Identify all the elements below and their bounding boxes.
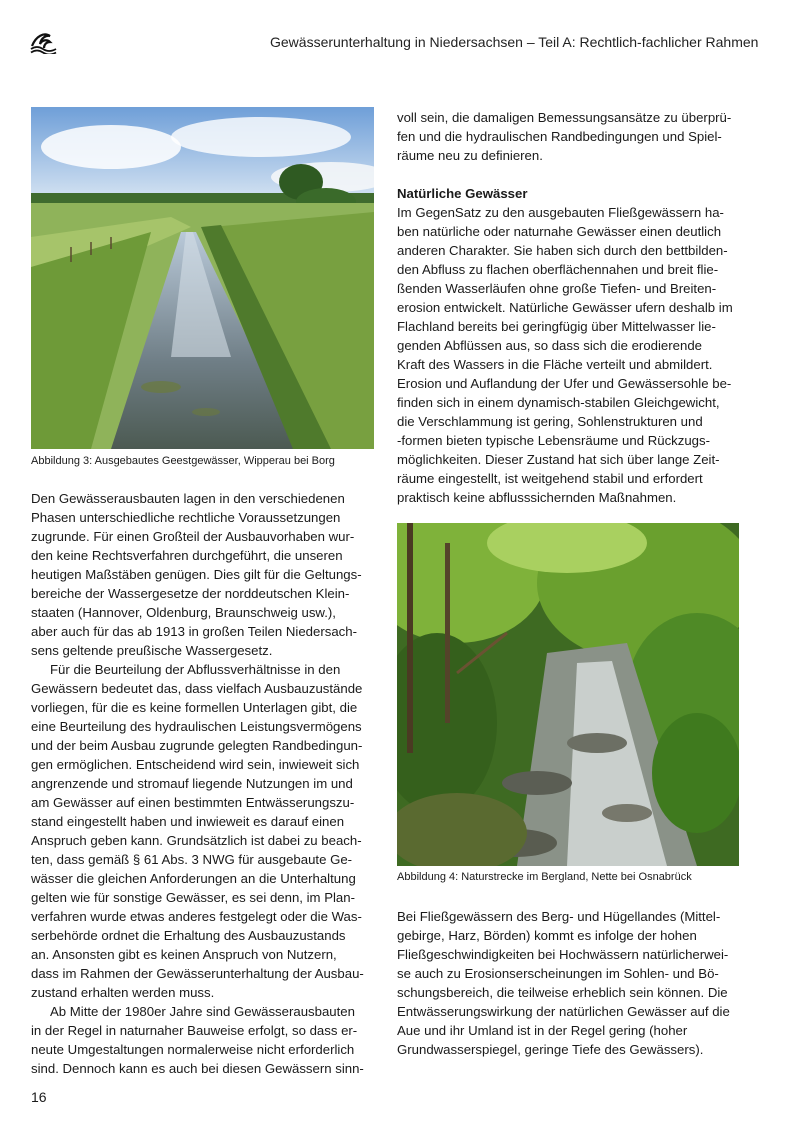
text-line: am Gewässer auf einen bestimmten Entwässerungszu- — [31, 795, 355, 810]
paragraph — [397, 907, 742, 1059]
figure-image-nette — [397, 523, 739, 866]
text-line: Aue und ihr Umland ist in der Regel gering (hoher — [397, 1023, 688, 1038]
paragraph — [31, 660, 376, 1002]
text-line: räume eingestellt, ist weitgehend stabil und erfordert — [397, 471, 703, 486]
text-line: Fließgeschwindigkeiten bei Hochwässern natürlicherwei- — [397, 947, 729, 962]
text-line: zugrunde. Für einen Großteil der Ausbauvorhaben wur- — [31, 529, 355, 544]
text-line: Anspruch geben kann. Grundsätzlich ist dabei zu beach- — [31, 833, 362, 848]
text-line: Für die Beurteilung der Abflussverhältnisse in den — [50, 662, 341, 677]
running-header: Gewässerunterhaltung in Niedersachsen – Teil A: Rechtlich-fachlicher Rahmen — [270, 34, 759, 50]
text-line: staaten (Hannover, Oldenburg, Braunschweig usw.), — [31, 605, 336, 620]
text-line: schungsbereich, die teilweise erheblich sein können. Die — [397, 985, 728, 1000]
text-line: die Verschlammung ist gering, Sohlenstrukturen und — [397, 414, 703, 429]
text-line: ten, dass gemäß § 61 Abs. 3 NWG für ausgebaute Ge- — [31, 852, 353, 867]
text-line: se auch zu Erosionserscheinungen im Sohlen- und Bö- — [397, 966, 719, 981]
text-line: an. Ansonsten gibt es keinen Anspruch von Nutzern, — [31, 947, 337, 962]
text-line: vorliegen, für die es keine formellen Unterlagen gibt, die — [31, 700, 358, 715]
text-line: finden sich in einem dynamisch-stabilen Gleichgewicht, — [397, 395, 720, 410]
figure-caption: Abbildung 3: Ausgebautes Geestgewässer, Wipperau bei Borg — [31, 455, 335, 467]
text-line: heutigen Maßstäben genügen. Dies gilt für die Geltungs- — [31, 567, 362, 582]
text-line: gebirge, Harz, Börden) kommt es infolge der hohen — [397, 928, 697, 943]
text-line: anderen Charakter. Sie haben sich durch den bettbilden- — [397, 243, 728, 258]
text-line: zustand erhalten werden muss. — [31, 985, 215, 1000]
page-number: 16 — [31, 1089, 47, 1105]
text-line: Erosion und Auflandung der Ufer und Gewässersohle be- — [397, 376, 732, 391]
text-line: den Abfluss zu flachen oberflächennahen und breit flie- — [397, 262, 719, 277]
section-heading: Natürliche Gewässer — [397, 186, 528, 201]
text-line: bereiche der Wassergesetze der norddeutschen Klein- — [31, 586, 350, 601]
text-line: und der beim Ausbau zugrunde gelegten Randbedingun- — [31, 738, 363, 753]
paragraph — [31, 489, 376, 660]
text-line: genden Abflüssen aus, so dass sich die erodierende — [397, 338, 702, 353]
text-line: -formen bieten typische Lebensräume und Rückzugs- — [397, 433, 711, 448]
text-line: Entwässerungswirkung der natürlichen Gewässer auf die — [397, 1004, 730, 1019]
text-line: ben natürliche oder naturnahe Gewässer einen deutlich — [397, 224, 722, 239]
text-line: Den Gewässerausbauten lagen in den verschiedenen — [31, 491, 345, 506]
text-line: stand eingestellt haben und inwieweit es darauf einen — [31, 814, 345, 829]
text-line: voll sein, die damaligen Bemessungsansätze zu überprü- — [397, 110, 732, 125]
paragraph — [397, 203, 742, 507]
paragraph — [397, 108, 742, 165]
text-line: verfahren wurde etwas anderes festgelegt oder die Was- — [31, 909, 362, 924]
text-line: praktisch keine abflusssichernden Maßnahmen. — [397, 490, 677, 505]
text-line: Bei Fließgewässern des Berg- und Hügellandes (Mittel- — [397, 909, 721, 924]
text-line: dass im Rahmen der Gewässerunterhaltung der Ausbau- — [31, 966, 364, 981]
figure-image-wipperau — [31, 107, 374, 449]
text-line: gelten wie für sonstige Gewässer, es sei denn, im Plan- — [31, 890, 355, 905]
figure-caption: Abbildung 4: Naturstrecke im Bergland, Nette bei Osnabrück — [397, 871, 692, 883]
text-line: Flachland bereits bei geringfügig über Mittelwasser lie- — [397, 319, 716, 334]
text-line: in der Regel in naturnaher Bauweise erfolgt, so dass er- — [31, 1023, 358, 1038]
text-line: fen und die hydraulischen Randbedingungen und Spiel- — [397, 129, 722, 144]
text-line: angrenzende und stromauf liegende Nutzungen im und — [31, 776, 353, 791]
text-line: neute Umgestaltungen normalerweise nicht erforderlich — [31, 1042, 355, 1057]
text-column-left — [31, 489, 376, 1078]
text-line: aber auch für das ab 1913 in großen Teilen Niedersach- — [31, 624, 357, 639]
text-line: Kraft des Wassers in die Fläche verteilt und abmildert. — [397, 357, 713, 372]
text-column-right-bottom — [397, 907, 742, 1059]
text-line: ßenden Wasserläufen ohne große Tiefen- und Breiten- — [397, 281, 717, 296]
text-line: wässer die gleichen Anforderungen an die Unterhaltung — [31, 871, 356, 886]
text-line: Phasen unterschiedliche rechtliche Voraussetzungen — [31, 510, 341, 525]
text-line: serbehörde ordnet die Erhaltung des Ausbauzustands — [31, 928, 346, 943]
wave-logo-icon — [30, 30, 58, 54]
text-column-right — [397, 108, 742, 507]
text-line: Ab Mitte der 1980er Jahre sind Gewässerausbauten — [50, 1004, 355, 1019]
text-line: sens geltende preußische Wassergesetz. — [31, 643, 273, 658]
text-line: Grundwasserspiegel, geringe Tiefe des Gewässers). — [397, 1042, 704, 1057]
paragraph — [31, 1002, 376, 1078]
text-line: erosion entwickelt. Natürliche Gewässer ufern deshalb im — [397, 300, 733, 315]
text-line: Im GegenSatz zu den ausgebauten Fließgewässern ha- — [397, 205, 724, 220]
text-line: eine Beurteilung des hydraulischen Leistungsvermögens — [31, 719, 362, 734]
text-line: gen ermöglichen. Entscheidend wird sein, inwieweit sich — [31, 757, 360, 772]
text-line: Gewässern bedeutet das, dass vielfach Ausbauzustände — [31, 681, 363, 696]
text-line: den keine Rechtsverfahren durchgeführt, die unseren — [31, 548, 343, 563]
text-line: räume neu zu definieren. — [397, 148, 543, 163]
text-line: sind. Dennoch kann es auch bei diesen Gewässern sinn- — [31, 1061, 364, 1076]
text-line: möglichkeiten. Dieser Zustand hat sich über lange Zeit- — [397, 452, 720, 467]
